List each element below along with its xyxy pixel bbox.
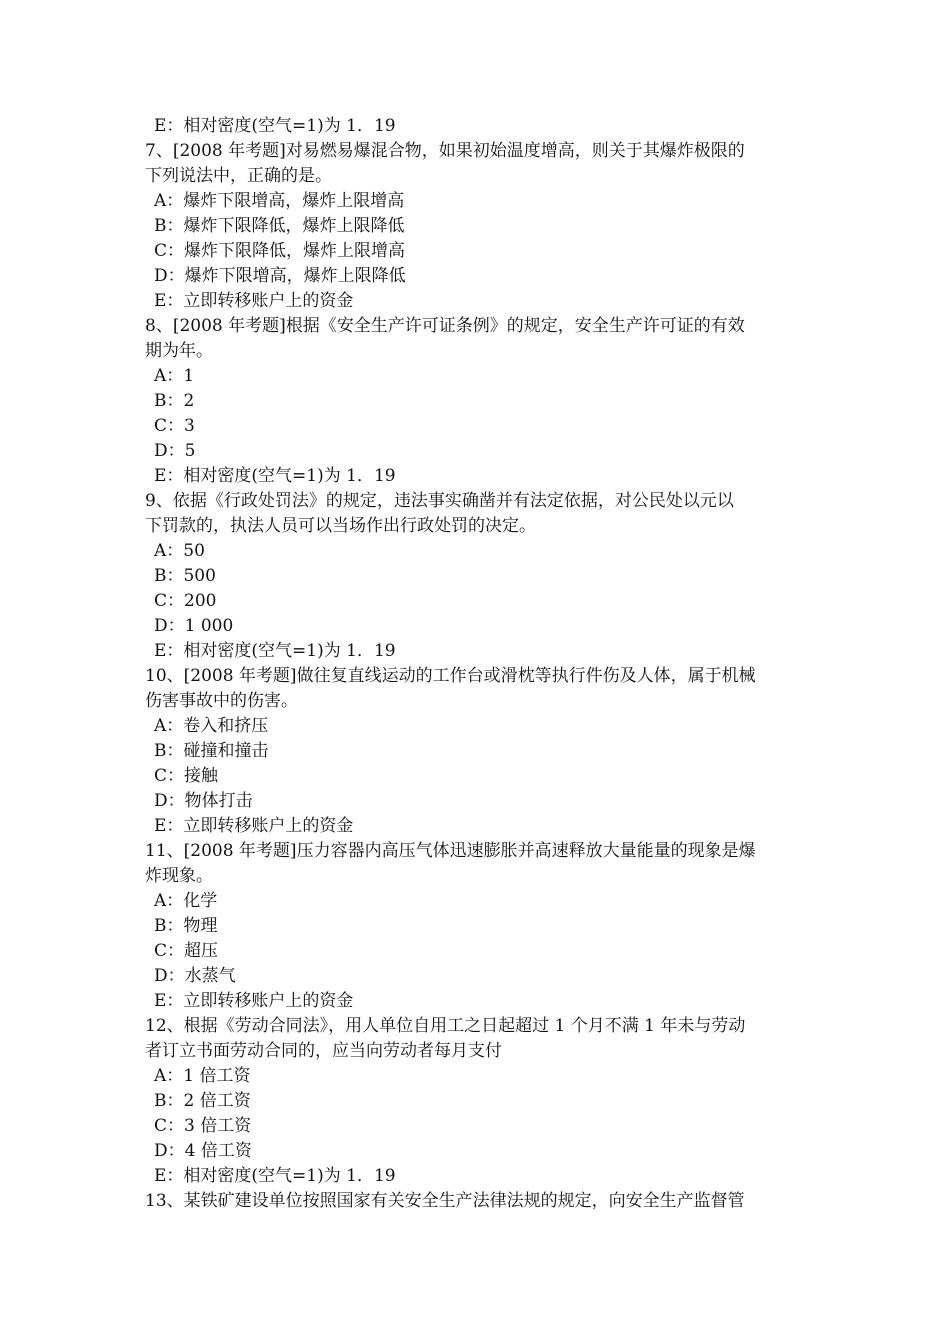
answer-option-line: C：超压	[154, 941, 219, 961]
answer-option-line: C：接触	[154, 766, 219, 786]
answer-option-line: C：3 倍工资	[154, 1116, 252, 1136]
answer-option-line: E：立即转移账户上的资金	[154, 991, 354, 1011]
answer-option-line: C：200	[154, 591, 217, 611]
answer-option-line: D：物体打击	[154, 791, 253, 811]
question-text-line: 7、[2008 年考题]对易燃易爆混合物，如果初始温度增高，则关于其爆炸极限的	[145, 141, 745, 161]
question-text-line: 下罚款的，执法人员可以当场作出行政处罚的决定。	[145, 516, 536, 536]
answer-option-line: E：立即转移账户上的资金	[154, 816, 354, 836]
answer-option-line: B：物理	[154, 916, 218, 936]
answer-option-line: E：立即转移账户上的资金	[154, 291, 354, 311]
answer-option-line: B：爆炸下限降低，爆炸上限降低	[154, 216, 405, 236]
document-body	[145, 114, 815, 1214]
question-text-line: 期为年。	[145, 341, 213, 361]
question-text-line: 伤害事故中的伤害。	[145, 691, 298, 711]
question-text-line: 13、某铁矿建设单位按照国家有关安全生产法律法规的规定，向安全生产监督管	[145, 1191, 745, 1211]
answer-option-line: B：碰撞和撞击	[154, 741, 269, 761]
question-text-line: 10、[2008 年考题]做往复直线运动的工作台或滑枕等执行件伤及人体，属于机械	[145, 666, 756, 686]
answer-option-line: E：相对密度(空气=1)为 1．19	[154, 466, 396, 486]
answer-option-line: D：5	[154, 441, 196, 461]
answer-option-line: A：卷入和挤压	[154, 716, 269, 736]
answer-option-line: D：4 倍工资	[154, 1141, 252, 1161]
answer-option-line: B：2 倍工资	[154, 1091, 251, 1111]
question-text-line: 9、依据《行政处罚法》的规定，违法事实确凿并有法定依据，对公民处以元以	[145, 491, 734, 511]
answer-option-line: A：1	[154, 366, 195, 386]
question-text-line: 8、[2008 年考题]根据《安全生产许可证条例》的规定，安全生产许可证的有效	[145, 316, 745, 336]
question-text-line: 12、根据《劳动合同法》，用人单位自用工之日起超过 1 个月不满 1 年未与劳动	[145, 1016, 746, 1036]
answer-option-line: D：1 000	[154, 616, 234, 636]
question-text-line: 下列说法中，正确的是。	[145, 166, 332, 186]
answer-option-line: A：50	[154, 541, 205, 561]
answer-option-line: D：爆炸下限增高，爆炸上限降低	[154, 266, 406, 286]
answer-option-line: C：3	[154, 416, 195, 436]
answer-option-line: E：相对密度(空气=1)为 1．19	[154, 1166, 396, 1186]
question-text-line: 炸现象。	[145, 866, 213, 886]
answer-option-line: A：化学	[154, 891, 218, 911]
answer-option-line: A：1 倍工资	[154, 1066, 251, 1086]
question-text-line: 11、[2008 年考题]压力容器内高压气体迅速膨胀并高速释放大量能量的现象是爆	[145, 841, 756, 861]
answer-option-line: E：相对密度(空气=1)为 1．19	[154, 116, 396, 136]
question-text-line: 者订立书面劳动合同的，应当向劳动者每月支付	[145, 1041, 502, 1061]
answer-option-line: E：相对密度(空气=1)为 1．19	[154, 641, 396, 661]
answer-option-line: A：爆炸下限增高，爆炸上限增高	[154, 191, 405, 211]
answer-option-line: C：爆炸下限降低，爆炸上限增高	[154, 241, 406, 261]
answer-option-line: D：水蒸气	[154, 966, 236, 986]
answer-option-line: B：500	[154, 566, 216, 586]
answer-option-line: B：2	[154, 391, 195, 411]
